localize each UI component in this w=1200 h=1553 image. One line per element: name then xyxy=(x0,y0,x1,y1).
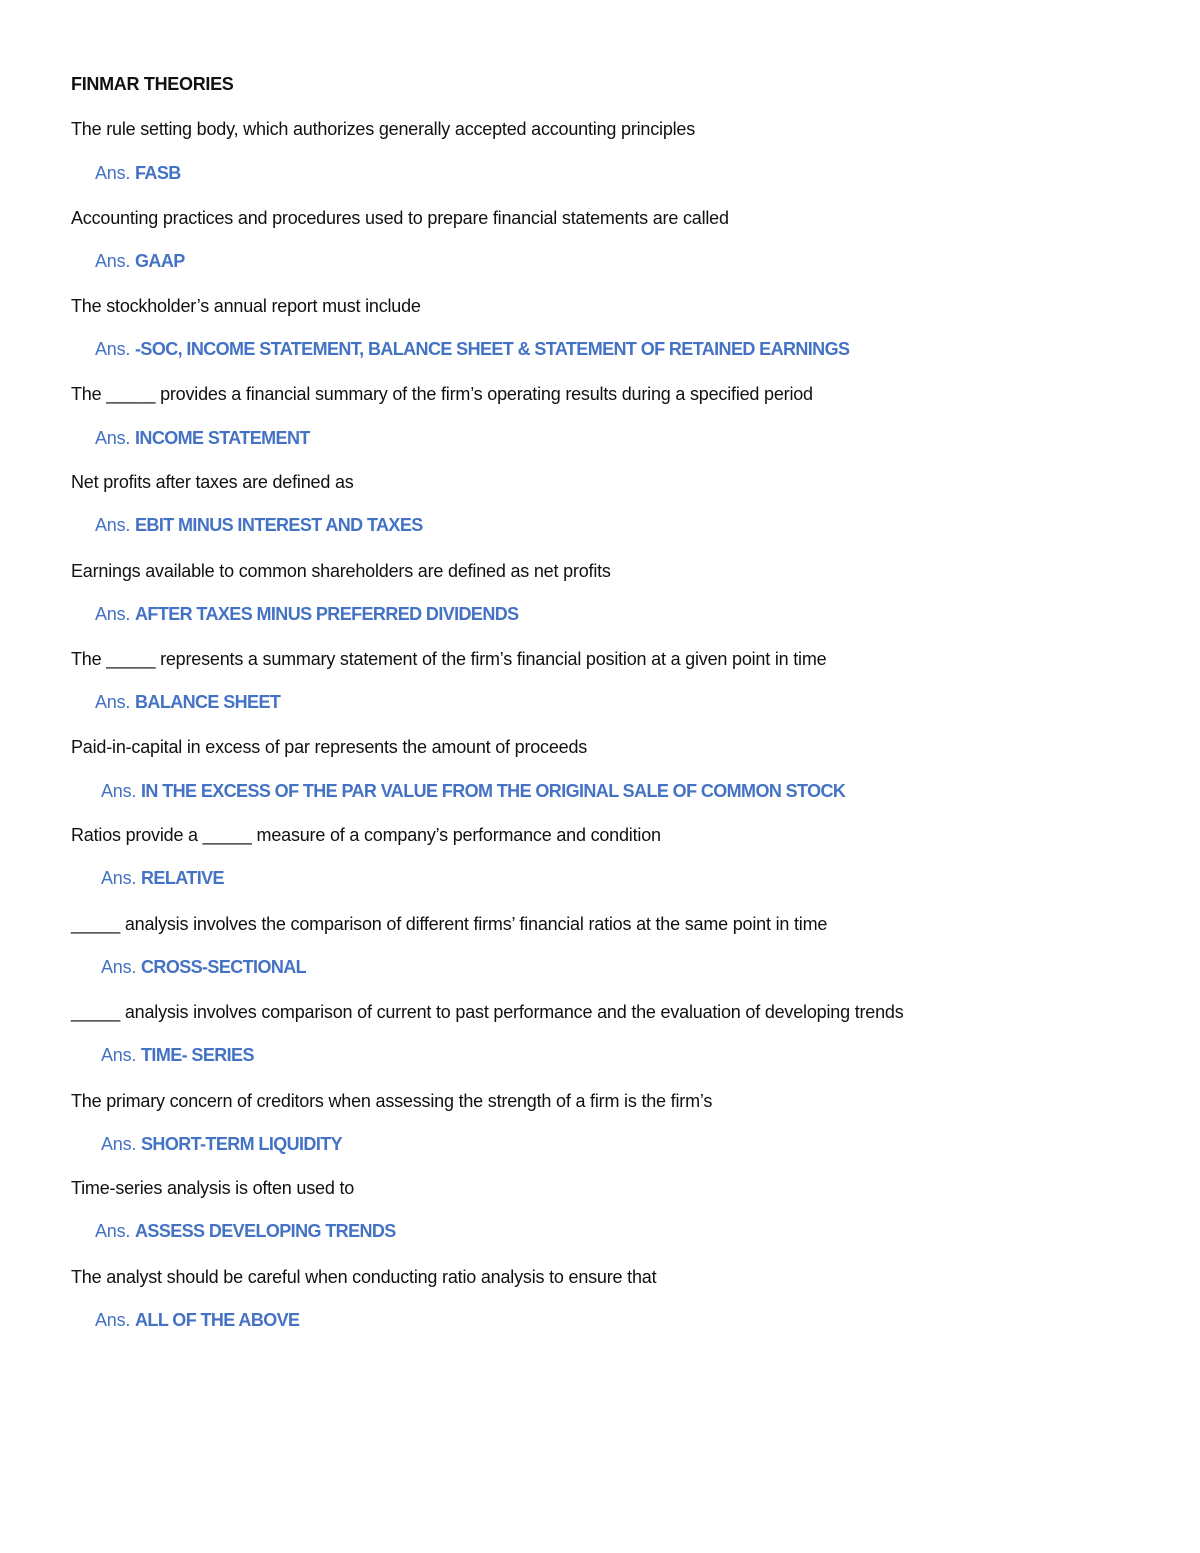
answer-text: EBIT MINUS INTEREST AND TAXES xyxy=(135,515,423,535)
question-text: Earnings available to common shareholders are defined as net profits xyxy=(71,561,611,581)
answer-prefix: Ans. xyxy=(95,604,136,624)
answer-line xyxy=(101,867,224,889)
answer-line xyxy=(95,338,849,360)
question-text: Accounting practices and procedures used to prepare financial statements are called xyxy=(71,208,729,228)
question-text: Ratios provide a _____ measure of a company’s performance and condition xyxy=(71,825,661,845)
answer-prefix: Ans. xyxy=(95,1221,136,1241)
question-text: _____ analysis involves comparison of current to past performance and the evaluation of developing trends xyxy=(71,1002,904,1022)
answer-line xyxy=(95,603,519,625)
question-text: The _____ provides a financial summary of the firm’s operating results during a specified period xyxy=(71,384,813,404)
document-title: FINMAR THEORIES xyxy=(71,74,234,94)
answer-text: IN THE EXCESS OF THE PAR VALUE FROM THE ORIGINAL SALE OF COMMON STOCK xyxy=(141,781,846,801)
question-text: The primary concern of creditors when assessing the strength of a firm is the firm’s xyxy=(71,1091,713,1111)
answer-line xyxy=(95,1309,299,1331)
answer-text: SHORT-TERM LIQUIDITY xyxy=(141,1134,343,1154)
question-text: The stockholder’s annual report must include xyxy=(71,296,421,316)
answer-prefix: Ans. xyxy=(95,163,136,183)
answer-line xyxy=(95,1220,396,1242)
question-text: The _____ represents a summary statement of the firm’s financial position at a given point in time xyxy=(71,649,827,669)
answer-line xyxy=(101,1044,254,1066)
answer-text: TIME- SERIES xyxy=(141,1045,254,1065)
answer-text: RELATIVE xyxy=(141,868,224,888)
answer-line xyxy=(95,250,185,272)
answer-text: AFTER TAXES MINUS PREFERRED DIVIDENDS xyxy=(135,604,519,624)
answer-prefix: Ans. xyxy=(95,692,136,712)
answer-line xyxy=(101,1133,342,1155)
answer-line xyxy=(95,514,423,536)
answer-text: CROSS-SECTIONAL xyxy=(141,957,307,977)
answer-prefix: Ans. xyxy=(95,251,136,271)
answer-text: FASB xyxy=(135,163,181,183)
answer-prefix: Ans. xyxy=(101,1134,142,1154)
answer-text: -SOC, INCOME STATEMENT, BALANCE SHEET & STATEMENT OF RETAINED EARNINGS xyxy=(135,339,850,359)
question-text: Paid-in-capital in excess of par represents the amount of proceeds xyxy=(71,737,588,757)
answer-text: GAAP xyxy=(135,251,185,271)
answer-prefix: Ans. xyxy=(101,1045,142,1065)
answer-prefix: Ans. xyxy=(95,515,136,535)
question-text: The analyst should be careful when conducting ratio analysis to ensure that xyxy=(71,1267,657,1287)
question-text: Net profits after taxes are defined as xyxy=(71,472,354,492)
answer-prefix: Ans. xyxy=(95,339,136,359)
answer-prefix: Ans. xyxy=(101,868,142,888)
answer-line xyxy=(101,780,845,802)
answer-line xyxy=(95,691,280,713)
answer-text: INCOME STATEMENT xyxy=(135,428,310,448)
answer-line xyxy=(95,162,181,184)
question-text: _____ analysis involves the comparison of different firms’ financial ratios at the same point in time xyxy=(71,914,828,934)
answer-text: ASSESS DEVELOPING TRENDS xyxy=(135,1221,396,1241)
question-text: The rule setting body, which authorizes generally accepted accounting principles xyxy=(71,119,696,139)
answer-line xyxy=(95,427,310,449)
answer-prefix: Ans. xyxy=(95,1310,136,1330)
answer-prefix: Ans. xyxy=(95,428,136,448)
answer-text: ALL OF THE ABOVE xyxy=(135,1310,300,1330)
answer-line xyxy=(101,956,306,978)
answer-prefix: Ans. xyxy=(101,781,142,801)
answer-prefix: Ans. xyxy=(101,957,142,977)
question-text: Time-series analysis is often used to xyxy=(71,1178,355,1198)
answer-text: BALANCE SHEET xyxy=(135,692,281,712)
